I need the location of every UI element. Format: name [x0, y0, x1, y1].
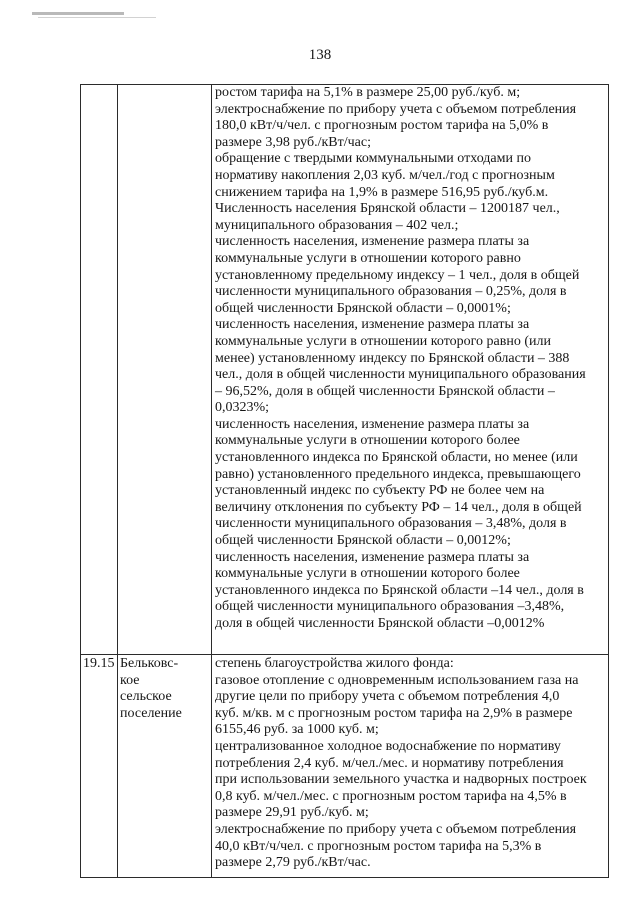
table-row-municipality: Бельковс- кое сельское поселение — [120, 656, 182, 721]
table-border-right — [608, 84, 609, 878]
table-border-bottom — [80, 877, 609, 878]
scan-artifact — [32, 12, 124, 15]
page-number: 138 — [308, 47, 332, 63]
table-border-left — [80, 84, 81, 878]
table-row-number: 19.15 — [83, 656, 115, 671]
row-divider — [80, 654, 609, 655]
scan-artifact — [38, 17, 156, 18]
table-row-description: степень благоустройства жилого фонда: газовое отопление с одновременным использованием газа на другие цели по прибору учета с объемом потребления 4,0 куб. м/кв. м с прогнозным ростом тарифа на 2,9% в размере 6155,46 руб. за 1000 куб. м; централизованное холодное водоснабжение по нормативу потребления 2,4 куб. м/чел./мес. и нормативу потребления при использовании земельного участка и надворных построек 0,8 куб. м/чел./мес. с прогнозным ростом тарифа на 4,5% в размере 29,91 руб./куб. м; электроснабжение по прибору учета с объемом потребления 40,0 кВт/ч/чел. с прогнозным ростом тарифа на 5,3% в размере 2,79 руб./кВт/час. — [215, 656, 587, 871]
column-divider — [117, 84, 118, 878]
table-row-description: ростом тарифа на 5,1% в размере 25,00 руб./куб. м; электроснабжение по прибору учета с объемом потребления 180,0 кВт/ч/чел. с прогнозным ростом тарифа на 5,0% в размере 3,98 руб./кВт/час; обращение с твердыми коммунальными отходами по нормативу накопления 2,03 куб. м/чел./год с прогнозным снижением тарифа на 1,9% в размере 516,95 руб./куб.м. Численность населения Брянской области – 1200187 чел., муниципального образования – 402 чел.; численность населения, изменение размера платы за коммунальные услуги в отношении которого равно установленному предельному индексу – 1 чел., доля в общей численности муниципального образования – 0,25%, доля в общей численности Брянской области – 0,0001%; численность населения, изменение размера платы за коммунальные услуги в отношении которого равно (или менее) установленному индексу по Брянской области – 388 чел., доля в общей численности муниципального образования – 96,52%, доля в общей численности Брянской области – 0,0323%; численность населения, изменение размера платы за коммунальные услуги в отношении которого более установленного индекса по Брянской области, но менее (или равно) установленного предельного индекса, превышающего установленный индекс по субъекту РФ не более чем на величину отклонения по субъекту РФ – 14 чел., доля в общей численности муниципального образования – 3,48%, доля в общей численности Брянской области – 0,0012%; численность населения, изменение размера платы за коммунальные услуги в отношении которого более установленного индекса по Брянской области –14 чел., доля в общей численности муниципального образования –3,48%, доля в общей численности Брянской области –0,0012% — [215, 85, 586, 631]
column-divider — [211, 84, 212, 878]
document-table — [80, 84, 609, 878]
